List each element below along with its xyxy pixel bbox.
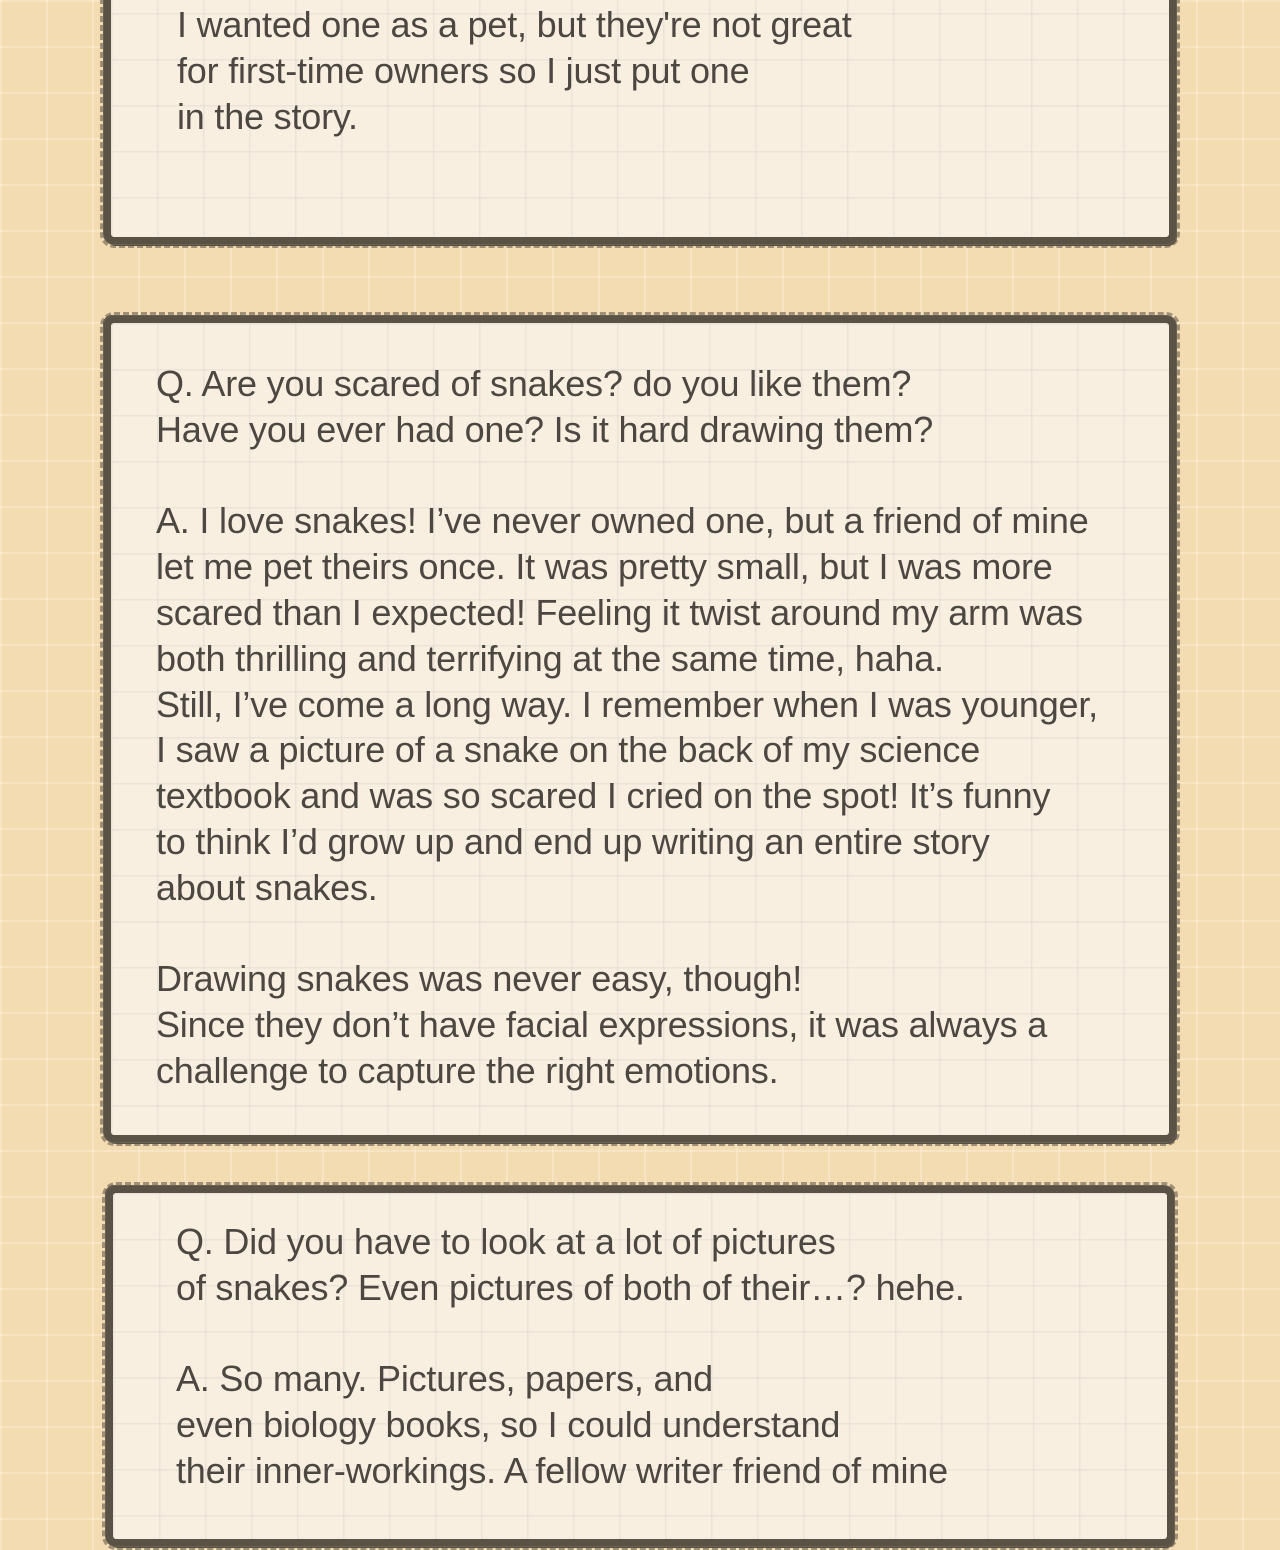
paragraph: I wanted one as a pet, but they're not great for first-time owners so I just put one in the story. [177,4,852,137]
qa-card-snake-pictures [106,1186,1174,1546]
answer-paragraph: A. So many. Pictures, papers, and even biology books, so I could understand their inner-workings. A fellow writer friend of mine [176,1358,948,1491]
answer-paragraph-drawing: Drawing snakes was never easy, though! Since they don’t have facial expressions, it was always a challenge to capture the right emotions. [156,958,1048,1091]
answer-paragraph: A. I love snakes! I’ve never owned one, but a friend of mine let me pet theirs once. It was pretty small, but I was more scared than I expected! Feeling it twist around my arm was both thrilling and terrifying at the same time, haha. Still, I’ve come a long way. I remember when I was younger, I saw a picture of a snake on the back of my science textbook and was so scared I cried on the spot! It’s funny to think I’d grow up and end up writing an entire story about snakes. [156,500,1098,908]
qa-text [176,1219,965,1494]
question-paragraph: Q. Are you scared of snakes? do you like them? Have you ever had one? Is it hard drawing them? [156,363,934,450]
question-paragraph: Q. Did you have to look at a lot of pictures of snakes? Even pictures of both of their…? hehe. [176,1221,965,1308]
qa-text [156,361,1098,1094]
qa-card-snakes-fear [104,316,1176,1142]
qa-card-pet [104,0,1176,244]
answer-text [177,2,852,139]
